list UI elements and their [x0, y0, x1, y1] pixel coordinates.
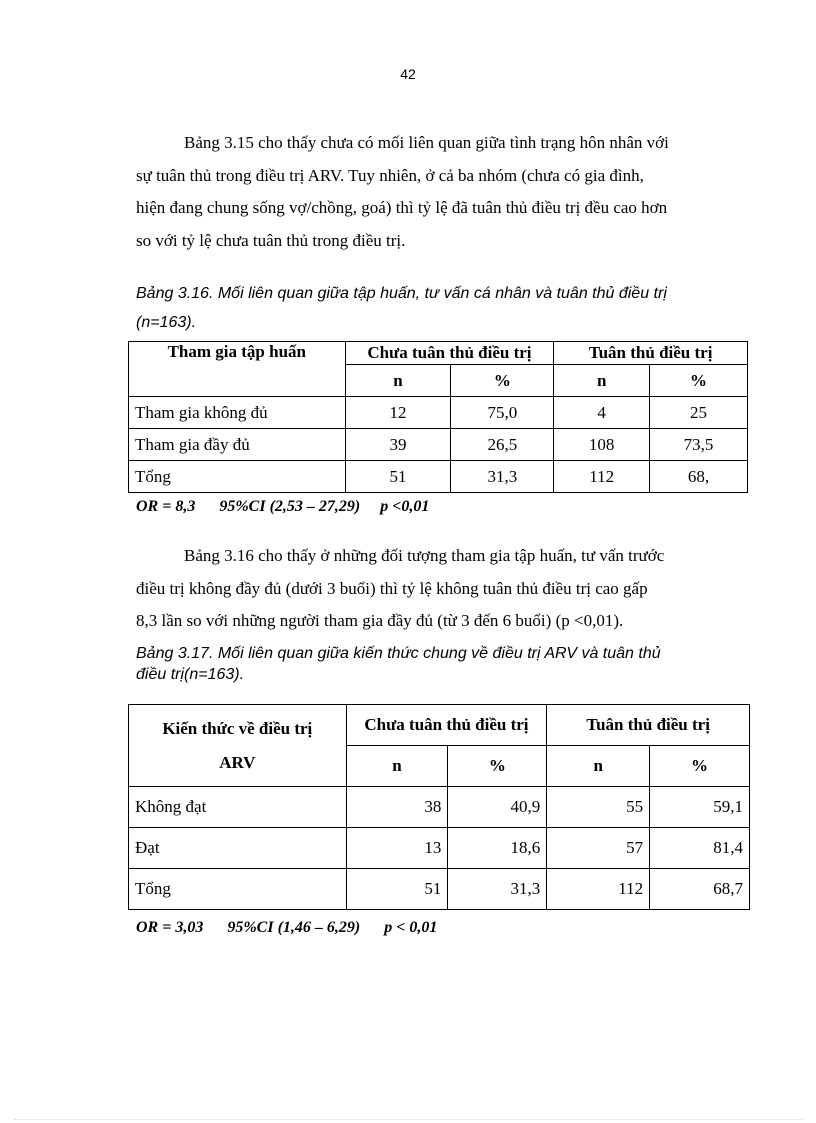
table-row — [129, 828, 750, 869]
header-cell: n — [554, 365, 650, 397]
table-cell: 51 — [345, 461, 451, 493]
table-cell: 18,6 — [448, 828, 547, 869]
table-cell: 59,1 — [650, 787, 750, 828]
paragraph-1-line: sự tuân thủ trong điều trị ARV. Tuy nhiên, ở cả ba nhóm (chưa có gia đình, — [136, 165, 644, 185]
paragraph-2-line: điều trị không đầy đủ (dưới 3 buổi) thì tỷ lệ không tuân thủ điều trị cao gấp — [136, 578, 648, 598]
paragraph-1-line: so với tỷ lệ chưa tuân thủ trong điều trị. — [136, 230, 406, 250]
table-3-16-statistics: OR = 8,3 95%CI (2,53 – 27,29) p <0,01 — [136, 498, 430, 515]
table-cell: 57 — [547, 828, 650, 869]
table-cell: 12 — [345, 397, 451, 429]
table-row — [129, 869, 750, 910]
header-cell: n — [346, 746, 448, 787]
table-cell: 68, — [650, 461, 748, 493]
header-line: Kiến thức về điều trị — [162, 718, 313, 738]
table-row — [129, 397, 748, 429]
table-row — [129, 429, 748, 461]
table-cell: 25 — [650, 397, 748, 429]
table-cell: 26,5 — [451, 429, 554, 461]
table-3-16-caption — [136, 279, 746, 337]
table-cell: 31,3 — [448, 869, 547, 910]
paragraph-1-line: hiện đang chung sống vợ/chồng, goá) thì tỷ lệ đã tuân thủ điều trị đều cao hơn — [136, 198, 668, 217]
caption-line: (n=163). — [136, 314, 197, 331]
header-cell: % — [650, 746, 750, 787]
table-3-17 — [128, 704, 750, 910]
header-cell: n — [345, 365, 451, 397]
table-cell: 40,9 — [448, 787, 547, 828]
table-header-row — [129, 342, 748, 365]
table-cell: 4 — [554, 397, 650, 429]
header-cell: Chưa tuân thủ điều trị — [345, 342, 554, 365]
table-3-16 — [128, 341, 748, 493]
header-cell: Tham gia tập huấn — [129, 342, 346, 397]
caption-line: Bảng 3.16. Mối liên quan giữa tập huấn, tư vấn cá nhân và tuân thủ điều trị — [136, 285, 667, 302]
table-cell: Tham gia đầy đủ — [129, 429, 346, 461]
header-cell — [129, 705, 347, 787]
paragraph-1 — [136, 127, 740, 257]
table-cell: 51 — [346, 869, 448, 910]
paragraph-2-line: Bảng 3.16 cho thấy ở những đối tượng tham gia tập huấn, tư vấn trước — [184, 546, 665, 565]
header-cell: n — [547, 746, 650, 787]
caption-line: điều trị(n=163). — [136, 666, 245, 683]
table-cell: 68,7 — [650, 869, 750, 910]
page-bottom-border — [14, 1119, 804, 1120]
table-cell: Đạt — [129, 828, 347, 869]
table-cell: 81,4 — [650, 828, 750, 869]
table-row — [129, 787, 750, 828]
table-cell: 39 — [345, 429, 451, 461]
table-header-row — [129, 705, 750, 746]
table-cell: Tổng — [129, 869, 347, 910]
header-line: ARV — [219, 752, 256, 772]
caption-line: Bảng 3.17. Mối liên quan giữa kiến thức chung về điều trị ARV và tuân thủ — [136, 645, 661, 662]
paragraph-2 — [136, 540, 740, 638]
header-cell: % — [448, 746, 547, 787]
header-cell: Tuân thủ điều trị — [554, 342, 748, 365]
paragraph-1-line: Bảng 3.15 cho thấy chưa có mối liên quan giữa tình trạng hôn nhân với — [184, 133, 669, 152]
table-cell: 112 — [554, 461, 650, 493]
table-cell: 108 — [554, 429, 650, 461]
table-cell: 75,0 — [451, 397, 554, 429]
header-cell: % — [451, 365, 554, 397]
table-3-17-caption — [136, 643, 746, 685]
table-cell: Tổng — [129, 461, 346, 493]
table-cell: 55 — [547, 787, 650, 828]
table-cell: Tham gia không đủ — [129, 397, 346, 429]
table-cell: 112 — [547, 869, 650, 910]
header-cell: % — [650, 365, 748, 397]
page-number: 42 — [400, 66, 416, 82]
table-cell: Không đạt — [129, 787, 347, 828]
table-cell: 38 — [346, 787, 448, 828]
paragraph-2-line: 8,3 lần so với những người tham gia đầy đủ (từ 3 đến 6 buổi) (p <0,01). — [136, 611, 624, 630]
table-cell: 31,3 — [451, 461, 554, 493]
table-cell: 73,5 — [650, 429, 748, 461]
table-3-17-statistics: OR = 3,03 95%CI (1,46 – 6,29) p < 0,01 — [136, 919, 438, 936]
header-cell: Tuân thủ điều trị — [547, 705, 750, 746]
table-cell: 13 — [346, 828, 448, 869]
table-row — [129, 461, 748, 493]
header-cell: Chưa tuân thủ điều trị — [346, 705, 547, 746]
